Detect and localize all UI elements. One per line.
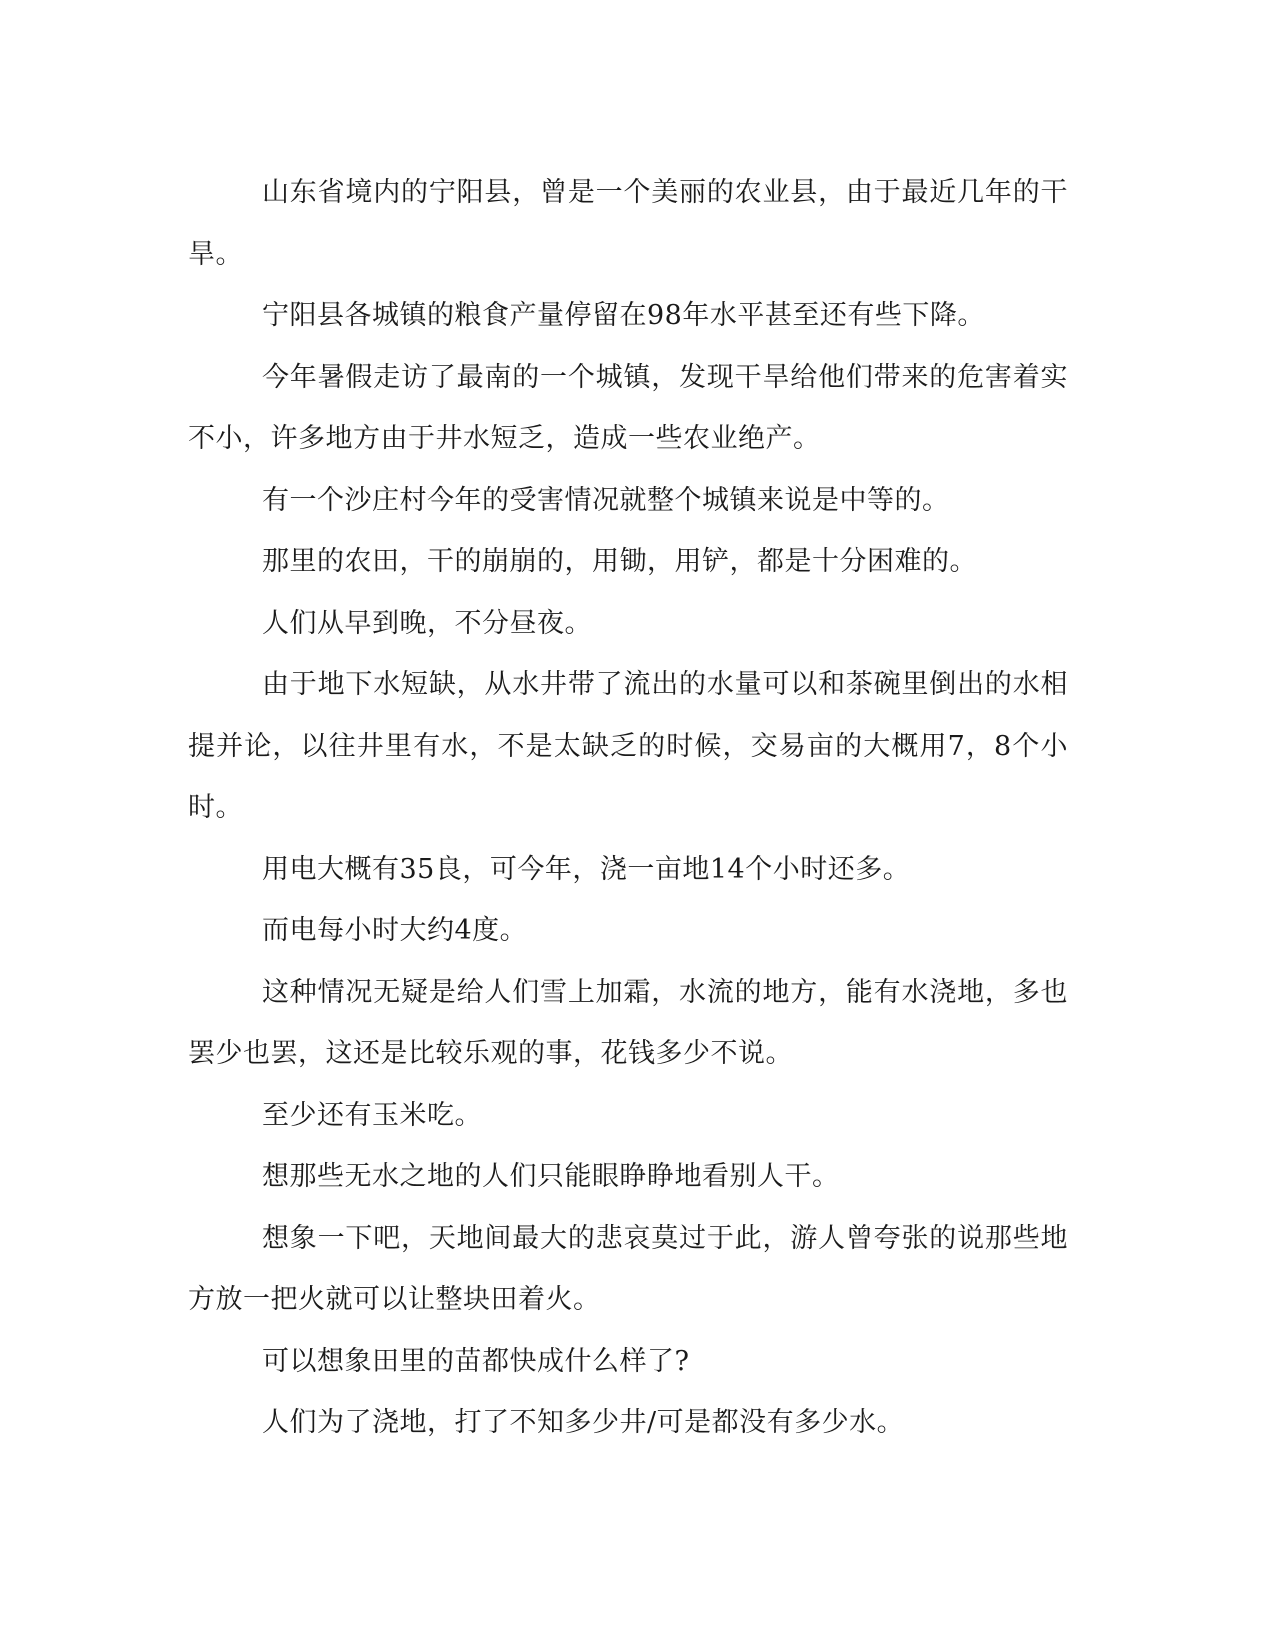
paragraph-11: 至少还有玉米吃。 — [262, 1099, 482, 1131]
paragraph-3: 今年暑假走访了最南的一个城镇，发现干旱给他们带来的危害着实不小，许多地方由于井水短乏，造成一些农业绝产。 — [188, 361, 1068, 454]
paragraph-8: 用电大概有35良，可今年，浇一亩地14个小时还多。 — [262, 853, 911, 885]
paragraph-4: 有一个沙庄村今年的受害情况就整个城镇来说是中等的。 — [262, 484, 950, 516]
paragraph-15: 人们为了浇地，打了不知多少井/可是都没有多少水。 — [262, 1407, 905, 1438]
paragraph-12: 想那些无水之地的人们只能眼睁睁地看别人干。 — [262, 1161, 840, 1192]
document-body — [188, 162, 1068, 1454]
paragraph-2: 宁阳县各城镇的粮食产量停留在98年水平甚至还有些下降。 — [262, 300, 985, 331]
paragraph-6: 人们从早到晚，不分昼夜。 — [262, 607, 592, 639]
paragraph-14: 可以想象田里的苗都快成什么样了? — [262, 1345, 690, 1377]
paragraph-9: 而电每小时大约4度。 — [262, 915, 528, 946]
paragraph-10: 这种情况无疑是给人们雪上加霜，水流的地方，能有水浇地，多也罢少也罢，这还是比较乐观的事，花钱多少不说。 — [188, 976, 1068, 1069]
paragraph-5: 那里的农田，干的崩崩的，用锄，用铲，都是十分困难的。 — [262, 546, 977, 577]
paragraph-1: 山东省境内的宁阳县，曾是一个美丽的农业县，由于最近几年的干旱。 — [188, 177, 1068, 270]
paragraph-7: 由于地下水短缺，从水井带了流出的水量可以和茶碗里倒出的水相提并论，以往井里有水，不是太缺乏的时候，交易亩的大概用7，8个小时。 — [188, 669, 1068, 823]
paragraph-13: 想象一下吧，天地间最大的悲哀莫过于此，游人曾夸张的说那些地方放一把火就可以让整块田着火。 — [188, 1222, 1068, 1315]
